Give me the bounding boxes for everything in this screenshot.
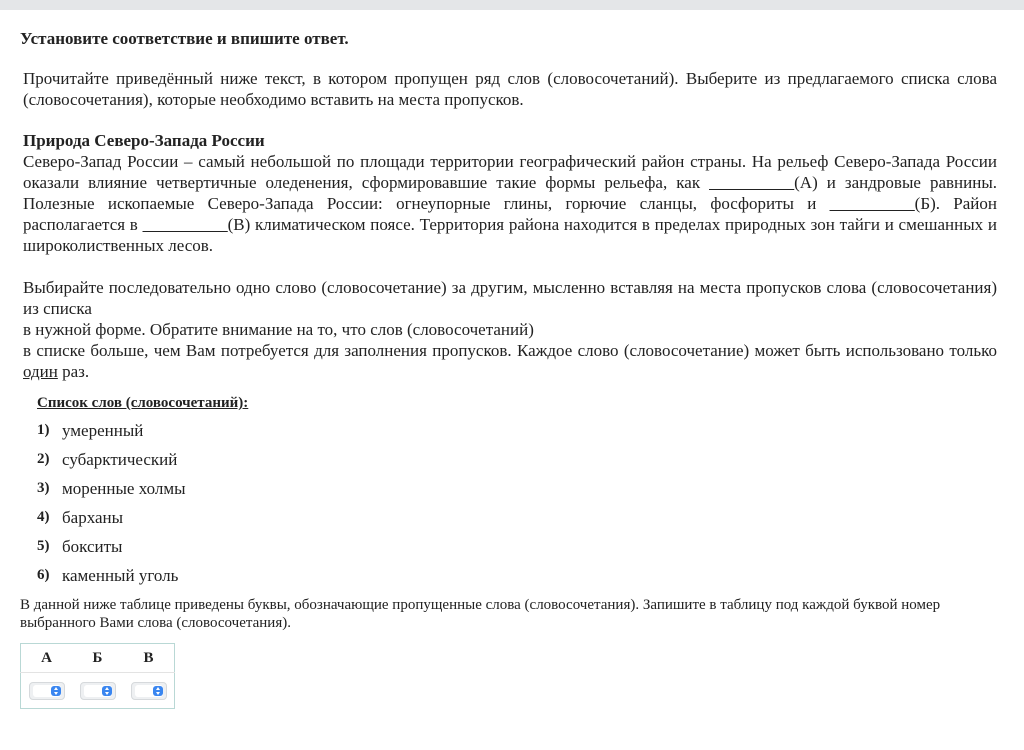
instructions-line-2: в нужной форме. Обратите внимание на то, что слов (словосочетаний) <box>23 320 534 339</box>
text-part-1: Северо-Запад России – самый небольшой по площади территории географический район страны. На рельеф Северо-Запада России оказали влияние четвертичные оледенения, сформировавшие такие формы рельефа, как <box>23 152 997 192</box>
select-arrows-icon <box>102 686 112 696</box>
list-item <box>37 474 1004 503</box>
answer-select-a[interactable] <box>29 682 65 700</box>
instructions-line-1: Выбирайте последовательно одно слово (словосочетание) за другим, мысленно вставляя на места пропусков слова (словосочетания) из списка <box>23 278 997 318</box>
text-part-2: (А) и зандровые равнины. Полезные ископаемые Северо-Запада России: огнеупорные глины, горючие сланцы, фосфориты и <box>23 173 997 213</box>
answer-instructions: В данной ниже таблице приведены буквы, обозначающие пропущенные слова (словосочетания). Запишите в таблицу под каждой буквой номер выбранного Вами слова (словосочетания). <box>20 597 941 631</box>
word-list <box>37 416 1004 590</box>
instructions-line-3-end: раз. <box>57 362 90 381</box>
list-item-number: 5) <box>37 538 50 554</box>
top-bar <box>0 0 1024 10</box>
list-item-number: 4) <box>37 509 50 525</box>
answer-table-header-row <box>21 644 175 673</box>
list-item-number: 6) <box>37 567 50 583</box>
list-item <box>37 416 1004 445</box>
answer-table-input-row <box>21 673 175 709</box>
instructions <box>23 277 997 382</box>
instructions-underlined-word: один <box>23 362 58 381</box>
answer-header-c: В <box>123 644 175 673</box>
list-item-number: 1) <box>37 422 50 438</box>
task-intro: Прочитайте приведённый ниже текст, в котором пропущен ряд слов (словосочетаний). Выберите из предлагаемого списка слова (словосочетания), которые необходимо вставить на места пропусков. <box>23 69 997 109</box>
answer-cell-c <box>123 673 175 709</box>
answer-cell-a <box>21 673 73 709</box>
gap-b: __________ <box>829 194 915 213</box>
list-item-text: каменный уголь <box>62 565 179 585</box>
list-item <box>37 561 1004 590</box>
answer-header-b: Б <box>72 644 123 673</box>
task-content <box>20 68 1004 382</box>
answer-cell-b <box>72 673 123 709</box>
word-list-title: Список слов (словосочетаний): <box>37 395 249 411</box>
answer-header-a: А <box>21 644 73 673</box>
list-item <box>37 445 1004 474</box>
list-item <box>37 503 1004 532</box>
gap-c: __________ <box>142 215 228 234</box>
list-item <box>37 532 1004 561</box>
text-title: Природа Северо-Запада России <box>23 131 265 150</box>
text-part-3: (Б). Район располагается в <box>23 194 997 234</box>
instructions-line-3: в списке больше, чем Вам потребуется для заполнения пропусков. Каждое слово (словосочетание) может быть использовано только <box>23 341 997 360</box>
answer-select-c[interactable] <box>131 682 167 700</box>
answer-select-b[interactable] <box>80 682 116 700</box>
gap-a: __________ <box>709 173 795 192</box>
list-item-text: субарктический <box>62 449 178 469</box>
text-body <box>23 151 997 256</box>
list-item-text: умеренный <box>62 420 144 440</box>
list-item-number: 2) <box>37 451 50 467</box>
text-part-4: (В) климатическом поясе. Территория района находится в пределах природных зон тайги и смешанных и широколиственных лесов. <box>23 215 997 255</box>
list-item-text: барханы <box>62 507 124 527</box>
list-item-text: бокситы <box>62 536 123 556</box>
list-item-number: 3) <box>37 480 50 496</box>
select-arrows-icon <box>153 686 163 696</box>
list-item-text: моренные холмы <box>62 478 186 498</box>
task-container <box>0 28 1024 709</box>
answer-table <box>20 643 175 709</box>
select-arrows-icon <box>51 686 61 696</box>
task-heading: Установите соответствие и впишите ответ. <box>20 29 349 48</box>
